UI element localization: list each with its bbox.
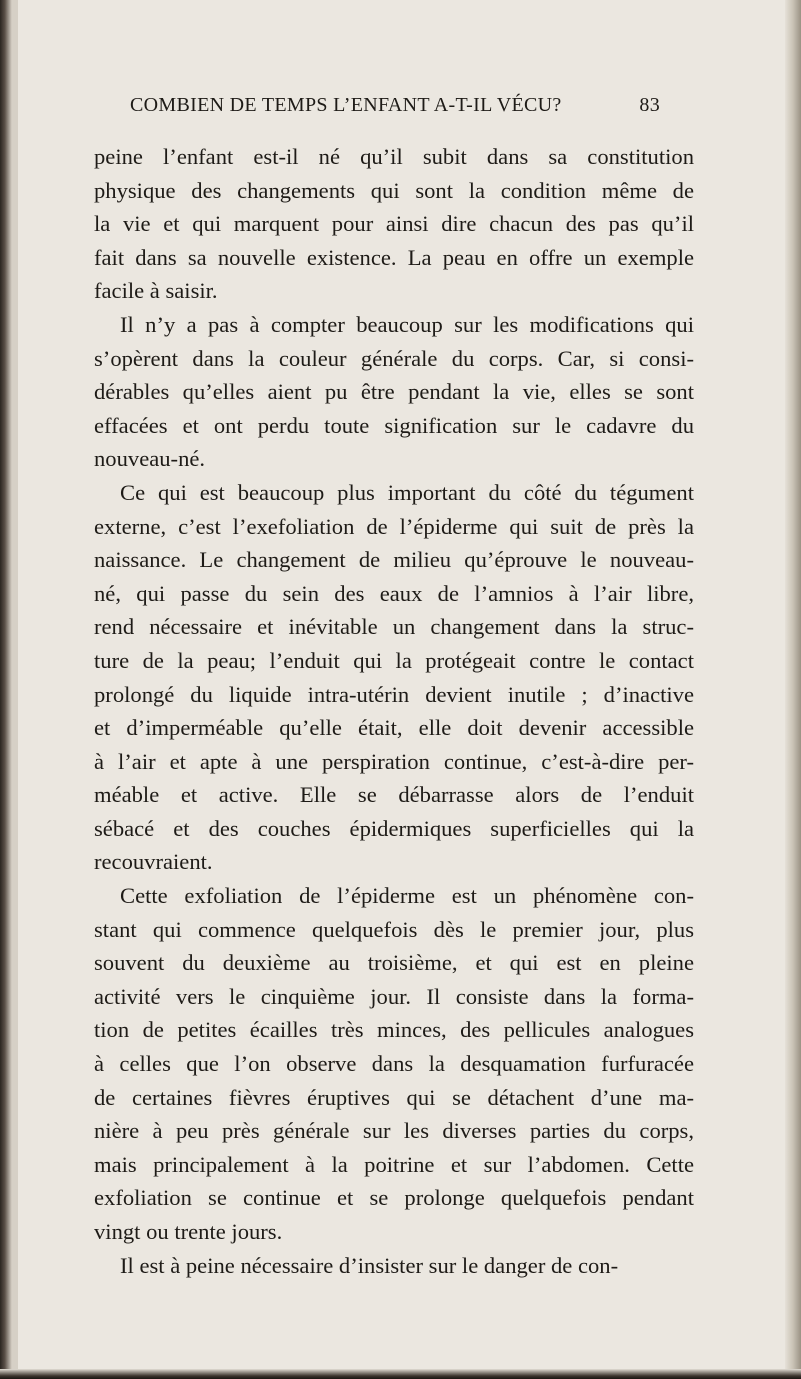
running-title: COMBIEN DE TEMPS L’ENFANT A-T-IL VÉCU? bbox=[130, 94, 562, 116]
text-line: Il est à peine nécessaire d’insister sur le danger de con- bbox=[120, 1252, 619, 1278]
text-line: activité vers le cinquième jour. Il consiste dans la forma- bbox=[94, 983, 694, 1009]
text-line: rend nécessaire et inévitable un changement dans la struc- bbox=[94, 614, 694, 640]
text-line: ture de la peau; l’enduit qui la protégeait contre le contact bbox=[94, 647, 694, 673]
text-line: tion de petites écailles très minces, des pellicules analogues bbox=[94, 1017, 694, 1043]
paragraph bbox=[94, 308, 694, 476]
text-line: mais principalement à la poitrine et sur l’abdomen. Cette bbox=[94, 1151, 694, 1177]
body-text bbox=[94, 140, 694, 1282]
text-line: sébacé et des couches épidermiques superficielles qui la bbox=[94, 815, 694, 841]
text-line: de certaines fièvres éruptives qui se détachent d’une ma- bbox=[94, 1084, 694, 1110]
text-line: externe, c’est l’exefoliation de l’épiderme qui suit de près la bbox=[94, 513, 694, 539]
paragraph bbox=[94, 1249, 694, 1283]
text-line: la vie et qui marquent pour ainsi dire chacun des pas qu’il bbox=[94, 211, 694, 237]
text-line: souvent du deuxième au troisième, et qui est en pleine bbox=[94, 950, 694, 976]
text-line: méable et active. Elle se débarrasse alors de l’enduit bbox=[94, 782, 694, 808]
running-header bbox=[130, 94, 660, 117]
text-line: physique des changements qui sont la condition même de bbox=[94, 177, 694, 203]
text-line: peine l’enfant est-il né qu’il subit dans sa constitution bbox=[94, 144, 694, 169]
text-line: Il n’y a pas à compter beaucoup sur les modifications qui bbox=[120, 311, 694, 337]
text-line: recouvraient. bbox=[94, 849, 213, 875]
page-number: 83 bbox=[639, 94, 660, 116]
text-line: fait dans sa nouvelle existence. La peau en offre un exemple bbox=[94, 244, 694, 270]
text-line: stant qui commence quelquefois dès le premier jour, plus bbox=[94, 916, 694, 942]
text-line: prolongé du liquide intra-utérin devient inutile ; d’inactive bbox=[94, 681, 694, 707]
page-bottom-edge bbox=[0, 1369, 801, 1379]
page-right-edge bbox=[785, 0, 801, 1379]
text-line: à l’air et apte à une perspiration continue, c’est-à-dire per- bbox=[94, 748, 694, 774]
text-line: vingt ou trente jours. bbox=[94, 1219, 283, 1244]
text-line: facile à saisir. bbox=[94, 278, 218, 304]
page-left-edge-shadow bbox=[0, 0, 12, 1379]
text-line: né, qui passe du sein des eaux de l’amnios à l’air libre, bbox=[94, 580, 694, 606]
text-line: effacées et ont perdu toute signification sur le cadavre du bbox=[94, 412, 694, 438]
paragraph bbox=[94, 140, 694, 308]
text-line: Cette exfoliation de l’épiderme est un phénomène con- bbox=[120, 883, 694, 909]
paragraph bbox=[94, 879, 694, 1249]
page-binding bbox=[12, 0, 18, 1379]
text-line: et d’imperméable qu’elle était, elle doit devenir accessible bbox=[94, 715, 694, 741]
paragraph bbox=[94, 476, 694, 879]
text-line: nière à peu près générale sur les diverses parties du corps, bbox=[94, 1118, 694, 1144]
text-line: s’opèrent dans la couleur générale du corps. Car, si consi- bbox=[94, 345, 694, 371]
text-line: exfoliation se continue et se prolonge quelquefois pendant bbox=[94, 1185, 694, 1211]
text-line: nouveau-né. bbox=[94, 446, 206, 472]
text-line: à celles que l’on observe dans la desquamation furfuracée bbox=[94, 1051, 694, 1077]
text-line: naissance. Le changement de milieu qu’éprouve le nouveau- bbox=[94, 547, 694, 573]
text-line: dérables qu’elles aient pu être pendant la vie, elles se sont bbox=[94, 379, 694, 405]
text-line: Ce qui est beaucoup plus important du côté du tégument bbox=[120, 479, 694, 505]
